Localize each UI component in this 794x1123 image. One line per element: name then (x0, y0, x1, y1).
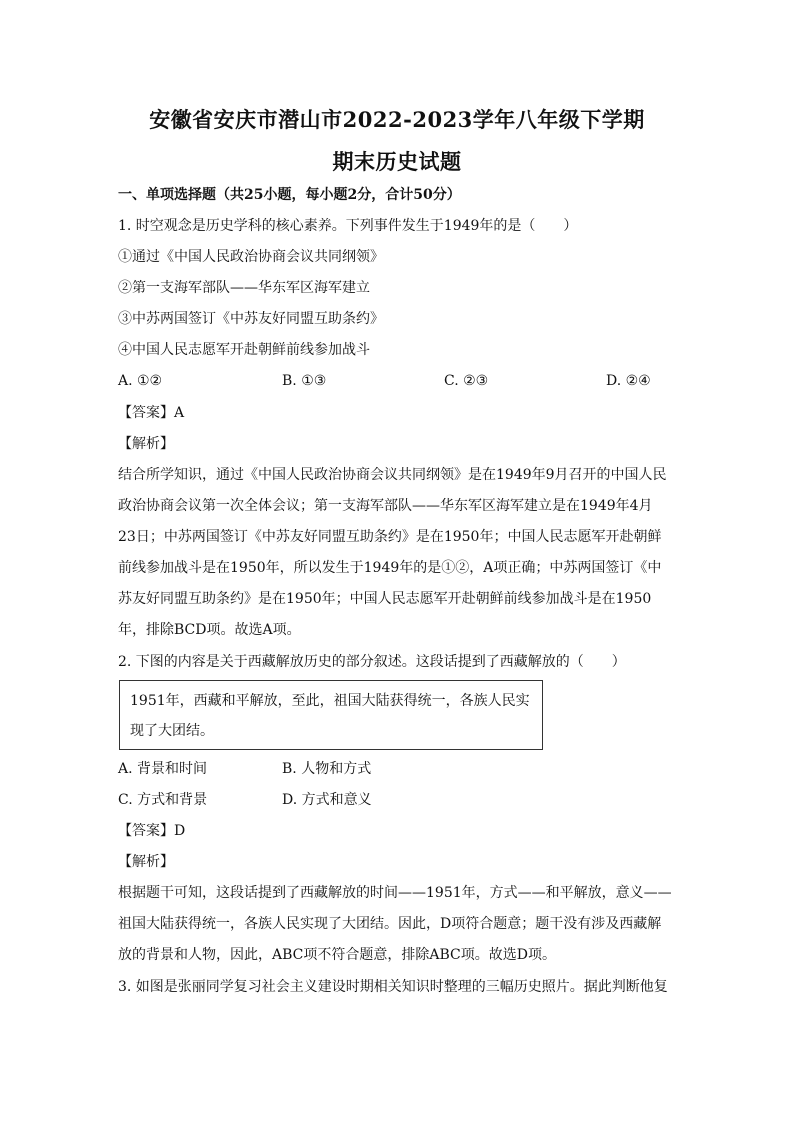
q1-analysis-line-6: 年，排除BCD项。故选A项。 (118, 622, 301, 638)
q2-option-a: A. 背景和时间 (118, 761, 208, 777)
q1-analysis-line-2: 政治协商会议第一次全体会议；第一支海军部队——华东军区海军建立是在1949年4月 (118, 498, 653, 514)
q1-analysis-label: 【解析】 (118, 436, 174, 452)
q1-analysis-line-4: 前线参加战斗是在1950年，所以发生于1949年的是①②，A项正确；中苏两国签订《中 (118, 560, 662, 576)
document-title-line1: 安徽省安庆市潜山市2022-2023学年八年级下学期 (149, 107, 645, 132)
section-heading: 一、单项选择题（共25小题，每小题2分，合计50分） (118, 187, 461, 203)
q1-item-3: ③中苏两国签订《中苏友好同盟互助条约》 (118, 311, 384, 327)
q2-analysis-line-1: 根据题干可知，这段话提到了西藏解放的时间——1951年，方式——和平解放，意义—— (118, 885, 672, 901)
q1-stem: 1. 时空观念是历史学科的核心素养。下列事件发生于1949年的是（ ） (118, 218, 578, 234)
q2-quote-line-1: 1951年，西藏和平解放，至此，祖国大陆获得统一，各族人民实 (130, 693, 530, 709)
q1-option-a: A. ①② (118, 373, 163, 389)
q2-stem: 2. 下图的内容是关于西藏解放历史的部分叙述。这段话提到了西藏解放的（ ） (118, 654, 626, 670)
q2-analysis-label: 【解析】 (118, 854, 174, 870)
q2-quote-box (119, 680, 543, 750)
q1-analysis-line-1: 结合所学知识，通过《中国人民政治协商会议共同纲领》是在1949年9月召开的中国人民 (118, 467, 667, 483)
q1-item-1: ①通过《中国人民政治协商会议共同纲领》 (118, 249, 384, 265)
q1-item-4: ④中国人民志愿军开赴朝鲜前线参加战斗 (118, 342, 370, 358)
q1-option-d: D. ②④ (606, 373, 651, 389)
q3-stem: 3. 如图是张丽同学复习社会主义建设时期相关知识时整理的三幅历史照片。据此判断他复 (118, 979, 668, 995)
q1-item-2: ②第一支海军部队——华东军区海军建立 (118, 280, 370, 296)
q1-option-b: B. ①③ (282, 373, 327, 389)
q2-option-c: C. 方式和背景 (118, 792, 208, 808)
q2-option-d: D. 方式和意义 (282, 792, 372, 808)
q2-analysis-line-2: 祖国大陆获得统一，各族人民实现了大团结。因此，D项符合题意；题干没有涉及西藏解 (118, 916, 662, 932)
q1-answer: 【答案】A (118, 405, 185, 421)
q2-answer: 【答案】D (118, 823, 186, 839)
q1-analysis-line-3: 23日；中苏两国签订《中苏友好同盟互助条约》是在1950年；中国人民志愿军开赴朝鲜 (118, 529, 662, 545)
q1-option-c: C. ②③ (444, 373, 489, 389)
document-title-line2: 期末历史试题 (332, 149, 462, 174)
q1-analysis-line-5: 苏友好同盟互助条约》是在1950年；中国人民志愿军开赴朝鲜前线参加战斗是在1950 (118, 591, 652, 607)
q2-quote-line-2: 现了大团结。 (130, 723, 214, 739)
q2-analysis-line-3: 放的背景和人物，因此，ABC项不符合题意，排除ABC项。故选D项。 (118, 947, 556, 963)
q2-option-b: B. 人物和方式 (282, 761, 372, 777)
